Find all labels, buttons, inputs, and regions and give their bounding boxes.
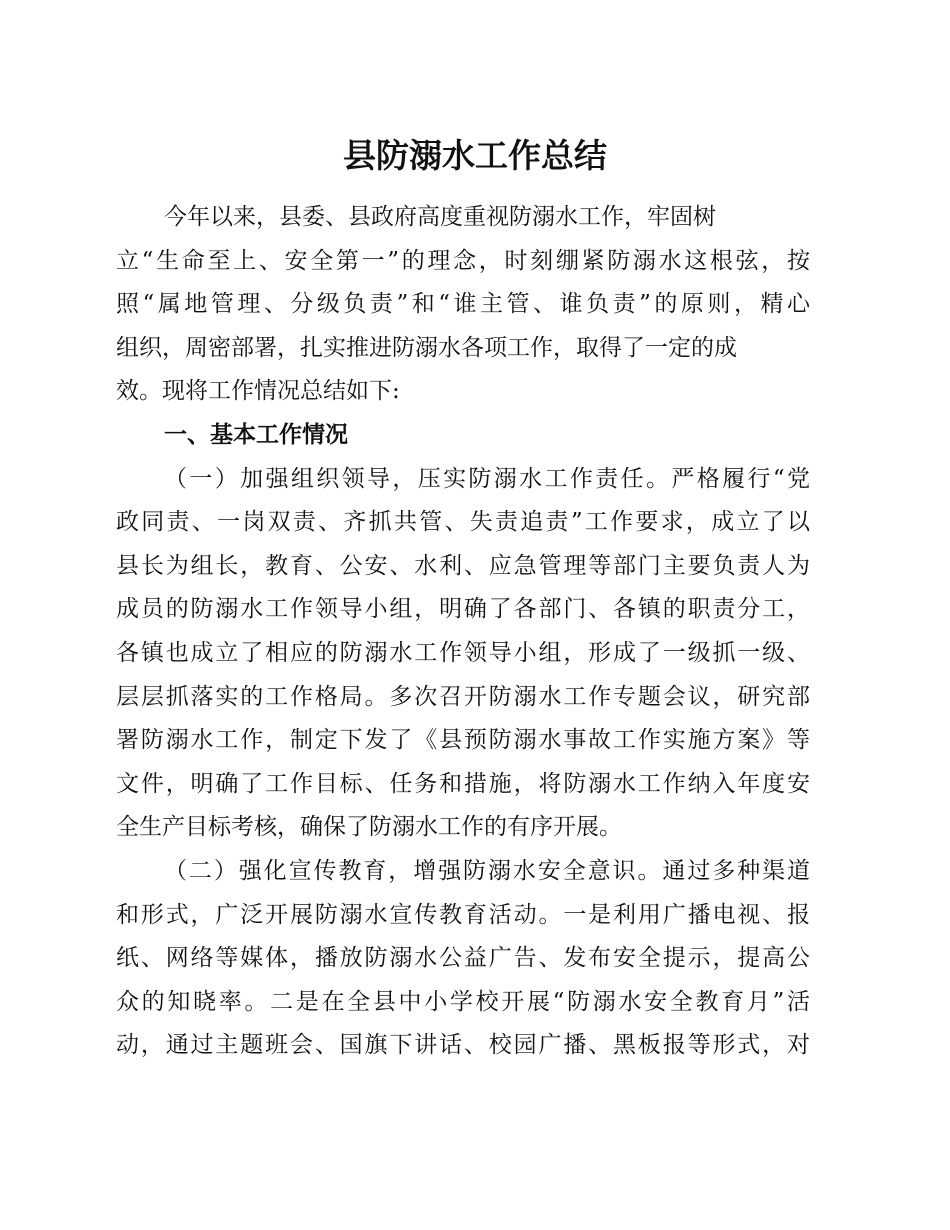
- text-line: （一）加强组织领导，压实防溺水工作责任。严格履行“党: [164, 465, 810, 492]
- section-heading: 一、基本工作情况: [164, 421, 348, 448]
- text-line: 组织，周密部署，扎实推进防溺水各项工作，取得了一定的成: [116, 334, 737, 361]
- paragraph-organization: [116, 458, 810, 850]
- text-line: 效。现将工作情况总结如下:: [116, 378, 400, 405]
- text-line: 众的知晓率。二是在全县中小学校开展“防溺水安全教育月”活: [116, 988, 810, 1015]
- text-line: 全生产目标考核，确保了防溺水工作的有序开展。: [116, 814, 622, 841]
- document-body: [116, 196, 810, 1068]
- intro-paragraph: [116, 196, 810, 414]
- paragraph-publicity: [116, 850, 810, 1068]
- text-line: 各镇也成立了相应的防溺水工作领导小组，形成了一级抓一级、: [116, 639, 810, 666]
- document-title: 县防溺水工作总结: [343, 136, 607, 175]
- text-line: 和形式，广泛开展防溺水宣传教育活动。一是利用广播电视、报: [116, 901, 810, 928]
- text-line: 照“属地管理、分级负责”和“谁主管、谁负责”的原则，精心: [116, 291, 810, 318]
- text-line: 成员的防溺水工作领导小组，明确了各部门、各镇的职责分工，: [116, 596, 810, 623]
- text-line: 动，通过主题班会、国旗下讲话、校园广播、黑板报等形式，对: [116, 1032, 810, 1059]
- text-line: （二）强化宣传教育，增强防溺水安全意识。通过多种渠道: [164, 857, 810, 884]
- text-line: 层层抓落实的工作格局。多次召开防溺水工作专题会议，研究部: [116, 683, 810, 710]
- text-line: 今年以来，县委、县政府高度重视防溺水工作，牢固树: [164, 204, 716, 230]
- text-line: 政同责、一岗双责、齐抓共管、失责追责”工作要求，成立了以: [116, 509, 810, 536]
- text-line: 纸、网络等媒体，播放防溺水公益广告、发布安全提示，提高公: [116, 945, 810, 972]
- text-line: 县长为组长，教育、公安、水利、应急管理等部门主要负责人为: [116, 552, 810, 579]
- text-line: 文件，明确了工作目标、任务和措施，将防溺水工作纳入年度安: [116, 770, 810, 797]
- text-line: 立“生命至上、安全第一”的理念，时刻绷紧防溺水这根弦，按: [116, 247, 810, 274]
- text-line: 署防溺水工作，制定下发了《县预防溺水事故工作实施方案》等: [116, 727, 810, 754]
